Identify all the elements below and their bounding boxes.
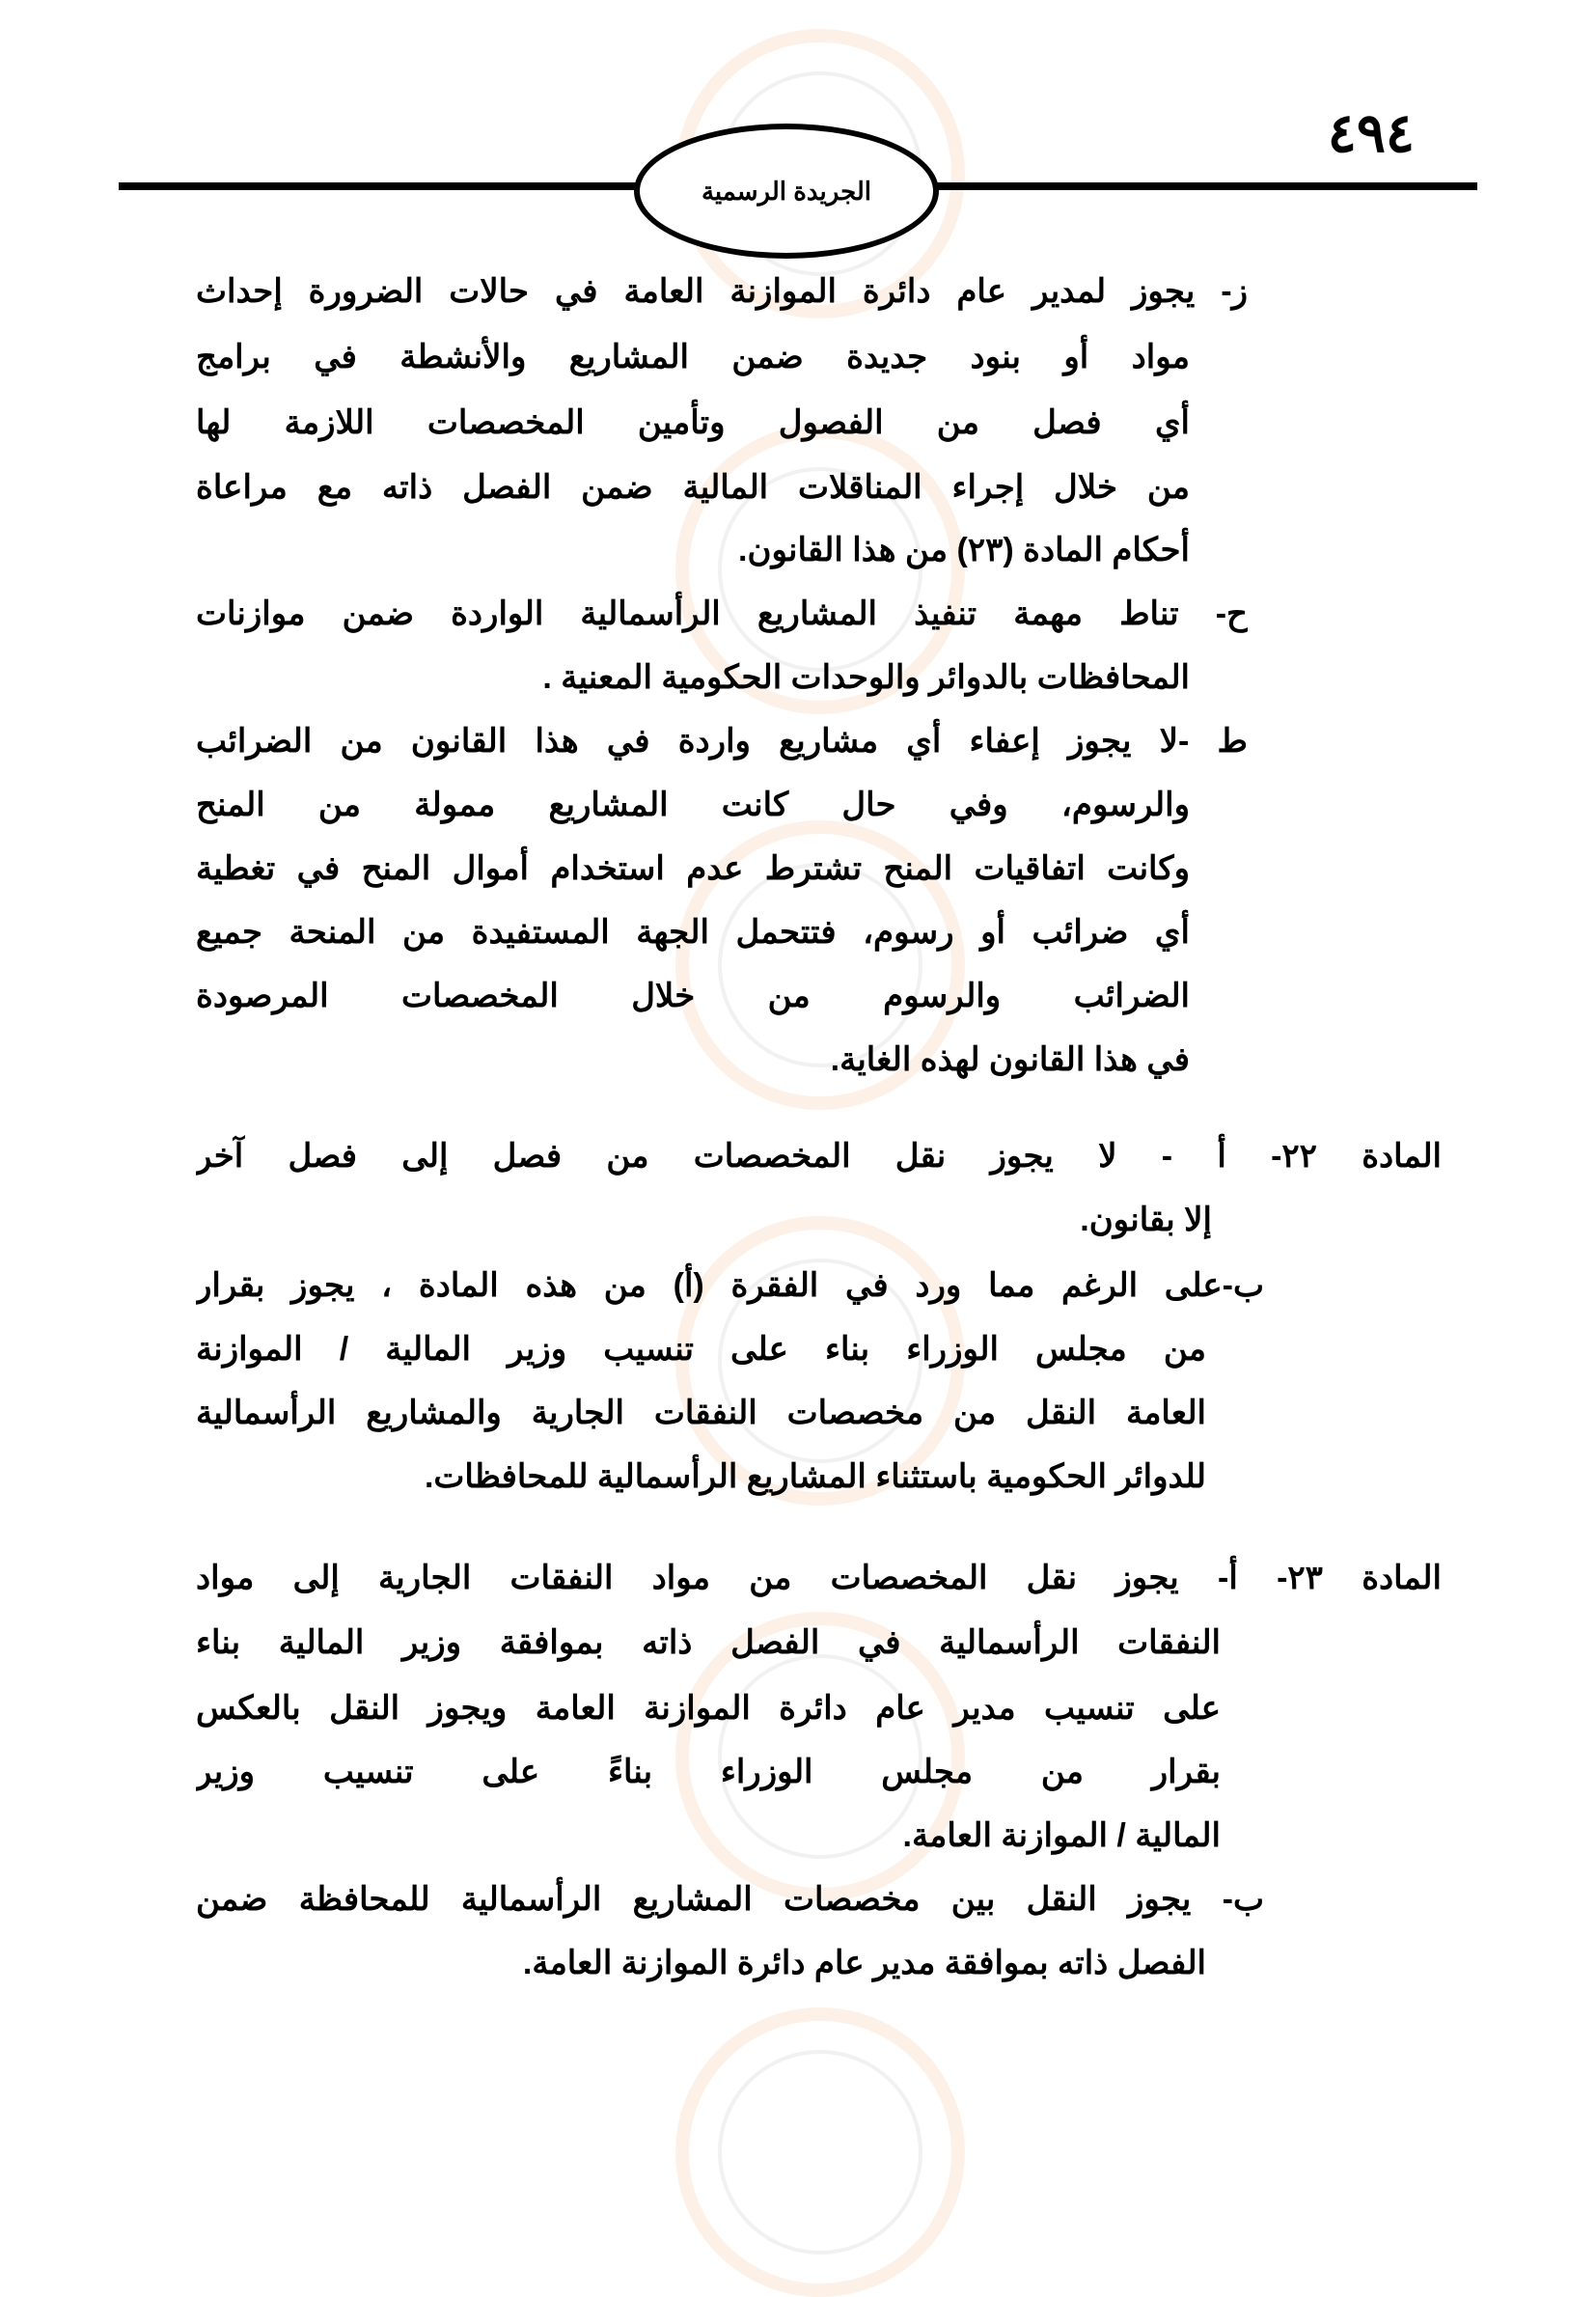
text-line: ب-على الرغم مما ورد في الفقرة (أ) من هذه المادة ، يجوز بقرار: [196, 1267, 1264, 1304]
text-line: الفصل ذاته بموافقة مدير عام دائرة الموازنة العامة.: [522, 1945, 1206, 1981]
text-line: ح- تناط مهمة تنفيذ المشاريع الرأسمالية الواردة ضمن موازنات: [196, 595, 1248, 632]
text-line: أي فصل من الفصول وتأمين المخصصات اللازمة لها: [196, 404, 1190, 441]
text-line: المالية / الموازنة العامة.: [902, 1817, 1221, 1854]
text-line: ب- يجوز النقل بين مخصصات المشاريع الرأسمالية للمحافظة ضمن: [196, 1881, 1264, 1918]
text-line: ط -لا يجوز إعفاء أي مشاريع واردة في هذا القانون من الضرائب: [196, 723, 1248, 760]
text-line: المادة ٢٢- أ - لا يجوز نقل المخصصات من فصل إلى فصل آخر: [196, 1138, 1442, 1175]
text-line: على تنسيب مدير عام دائرة الموازنة العامة ويجوز النقل بالعكس: [196, 1690, 1221, 1727]
text-line: والرسوم، وفي حال كانت المشاريع ممولة من المنح: [196, 787, 1190, 823]
text-line: أي ضرائب أو رسوم، فتتحمل الجهة المستفيدة من المنحة جميع: [196, 914, 1190, 951]
text-line: المحافظات بالدوائر والوحدات الحكومية المعنية .: [542, 659, 1190, 696]
text-line: الضرائب والرسوم من خلال المخصصات المرصودة: [196, 978, 1190, 1014]
gazette-title-text: الجريدة الرسمية: [701, 176, 872, 206]
text-line: في هذا القانون لهذه الغاية.: [830, 1041, 1190, 1078]
text-line: إلا بقانون.: [1080, 1202, 1212, 1238]
text-line: من مجلس الوزراء بناء على تنسيب وزير المالية / الموازنة: [196, 1331, 1206, 1368]
page-number: ٤٩٤: [1327, 102, 1415, 163]
text-line: وكانت اتفاقيات المنح تشترط عدم استخدام أموال المنح في تغطية: [196, 850, 1190, 887]
watermark-clock-icon: [675, 2007, 965, 2297]
text-line: النفقات الرأسمالية في الفصل ذاته بموافقة وزير المالية بناء: [196, 1624, 1221, 1661]
text-line: المادة ٢٣- أ- يجوز نقل المخصصات من مواد النفقات الجارية إلى مواد: [196, 1560, 1442, 1596]
text-line: العامة النقل من مخصصات النفقات الجارية والمشاريع الرأسمالية: [196, 1395, 1206, 1431]
text-line: من خلال إجراء المناقلات المالية ضمن الفصل ذاته مع مراعاة: [196, 469, 1190, 506]
text-line: بقرار من مجلس الوزراء بناءً على تنسيب وزير: [196, 1754, 1221, 1790]
text-line: أحكام المادة (٢٣) من هذا القانون.: [738, 532, 1190, 568]
text-line: للدوائر الحكومية باستثناء المشاريع الرأسمالية للمحافظات.: [424, 1458, 1206, 1495]
gazette-title: [634, 124, 939, 259]
text-line: ز- يجوز لمدير عام دائرة الموازنة العامة في حالات الضرورة إحداث: [196, 273, 1248, 310]
text-line: مواد أو بنود جديدة ضمن المشاريع والأنشطة في برامج: [196, 339, 1190, 375]
